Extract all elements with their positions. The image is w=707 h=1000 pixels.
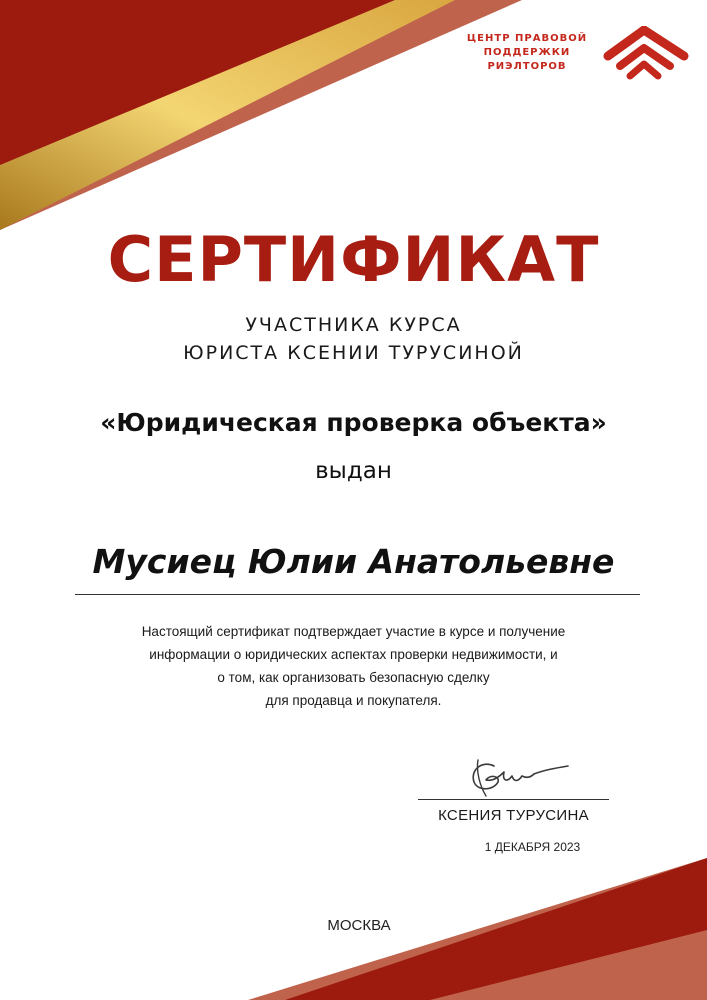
certificate-title: СЕРТИФИКАТ <box>107 223 600 296</box>
signature-line <box>418 799 609 800</box>
issue-date: 1 ДЕКАБРЯ 2023 <box>484 840 581 854</box>
recipient-name: Мусиец Юлии Анатольевне <box>92 542 615 581</box>
brand-line-3: РИЭЛТОРОВ <box>487 61 567 72</box>
brand-line-1: ЦЕНТР ПРАВОВОЙ <box>466 33 588 44</box>
course-name: «Юридическая проверка объекта» <box>100 408 607 437</box>
description-line: о том, как организовать безопасную сделку <box>217 670 490 685</box>
description-line: для продавца и покупателя. <box>265 693 442 708</box>
city: МОСКВА <box>327 917 391 934</box>
signature-icon <box>464 752 574 802</box>
brand-name <box>454 32 600 74</box>
recipient-underline <box>75 594 640 595</box>
description-line: информации о юридических аспектах проверки недвижимости, и <box>149 647 558 662</box>
signer-name: КСЕНИЯ ТУРУСИНА <box>438 807 589 824</box>
description-line: Настоящий сертификат подтверждает участие в курсе и получение <box>141 624 566 639</box>
brand-line-2: ПОДДЕРЖКИ <box>483 47 571 58</box>
roof-logo-icon <box>600 26 692 88</box>
subtitle-line-2: ЮРИСТА КСЕНИИ ТУРУСИНОЙ <box>183 342 524 364</box>
issued-label: выдан <box>315 458 392 484</box>
subtitle-line-1: УЧАСТНИКА КУРСА <box>245 314 462 336</box>
certificate-description <box>0 620 707 712</box>
